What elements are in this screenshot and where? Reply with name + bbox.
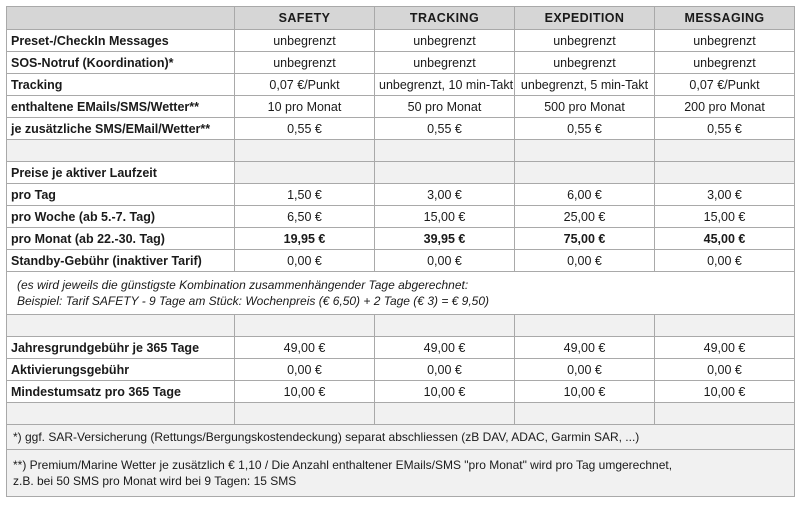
empty-cell xyxy=(7,140,235,162)
footnote-line: z.B. bei 50 SMS pro Monat wird bei 9 Tagen: 15 SMS xyxy=(13,474,297,488)
table-cell: unbegrenzt xyxy=(375,52,515,74)
table-cell: 49,00 € xyxy=(235,337,375,359)
row-label: Aktivierungsgebühr xyxy=(7,359,235,381)
table-row xyxy=(7,206,795,228)
empty-cell xyxy=(515,403,655,425)
row-label: je zusätzliche SMS/EMail/Wetter** xyxy=(7,118,235,140)
empty-cell xyxy=(515,162,655,184)
table-cell: unbegrenzt xyxy=(515,30,655,52)
row-label: Preset-/CheckIn Messages xyxy=(7,30,235,52)
note-line: Beispiel: Tarif SAFETY - 9 Tage am Stück: Wochenpreis (€ 6,50) + 2 Tage (€ 3) = € 9,50) xyxy=(17,294,490,308)
column-header-tracking: TRACKING xyxy=(375,7,515,30)
table-cell: 0,55 € xyxy=(655,118,795,140)
table-row xyxy=(7,184,795,206)
empty-cell xyxy=(375,162,515,184)
empty-cell xyxy=(235,162,375,184)
empty-cell xyxy=(655,403,795,425)
footnote-row xyxy=(7,425,795,450)
table-row xyxy=(7,96,795,118)
empty-cell xyxy=(235,403,375,425)
table-cell: 3,00 € xyxy=(375,184,515,206)
table-cell: 50 pro Monat xyxy=(375,96,515,118)
empty-cell xyxy=(515,315,655,337)
empty-cell xyxy=(375,140,515,162)
table-cell: 0,55 € xyxy=(375,118,515,140)
column-header-expedition: EXPEDITION xyxy=(515,7,655,30)
empty-cell xyxy=(375,403,515,425)
spacer-row xyxy=(7,140,795,162)
table-cell: unbegrenzt, 10 min-Takt xyxy=(375,74,515,96)
table-cell: 0,00 € xyxy=(515,359,655,381)
note-line: (es wird jeweils die günstigste Kombination zusammenhängender Tage abgerechnet: xyxy=(17,278,469,292)
table-cell: unbegrenzt xyxy=(515,52,655,74)
row-label: pro Monat (ab 22.-30. Tag) xyxy=(7,228,235,250)
table-row xyxy=(7,118,795,140)
table-cell: 0,07 €/Punkt xyxy=(235,74,375,96)
table-cell: unbegrenzt xyxy=(655,52,795,74)
header-row xyxy=(7,7,795,30)
table-cell: 200 pro Monat xyxy=(655,96,795,118)
table-cell: 0,00 € xyxy=(235,359,375,381)
table-cell: 25,00 € xyxy=(515,206,655,228)
tariff-table xyxy=(6,6,795,497)
row-label: Standby-Gebühr (inaktiver Tarif) xyxy=(7,250,235,272)
table-row xyxy=(7,74,795,96)
table-cell: 75,00 € xyxy=(515,228,655,250)
section-header-row xyxy=(7,162,795,184)
footnote-weather xyxy=(7,450,795,497)
empty-cell xyxy=(7,315,235,337)
empty-cell xyxy=(655,162,795,184)
table-cell: 49,00 € xyxy=(515,337,655,359)
row-label: SOS-Notruf (Koordination)* xyxy=(7,52,235,74)
footnote-sar: *) ggf. SAR-Versicherung (Rettungs/Bergungskostendeckung) separat abschliessen (zB DAV, ADAC, Garmin SAR, ...) xyxy=(7,425,795,450)
table-cell: unbegrenzt xyxy=(655,30,795,52)
column-header-messaging: MESSAGING xyxy=(655,7,795,30)
table-cell: unbegrenzt xyxy=(375,30,515,52)
table-cell: 49,00 € xyxy=(655,337,795,359)
empty-cell xyxy=(235,315,375,337)
table-cell: 10,00 € xyxy=(515,381,655,403)
table-row xyxy=(7,30,795,52)
table-cell: 10,00 € xyxy=(235,381,375,403)
table-cell: 3,00 € xyxy=(655,184,795,206)
column-header-safety: SAFETY xyxy=(235,7,375,30)
table-cell: unbegrenzt xyxy=(235,30,375,52)
table-row xyxy=(7,337,795,359)
table-cell: 6,50 € xyxy=(235,206,375,228)
empty-cell xyxy=(655,315,795,337)
table-cell: 10,00 € xyxy=(375,381,515,403)
table-row xyxy=(7,359,795,381)
table-cell: 45,00 € xyxy=(655,228,795,250)
table-cell: 19,95 € xyxy=(235,228,375,250)
table-cell: 39,95 € xyxy=(375,228,515,250)
empty-cell xyxy=(7,403,235,425)
table-row xyxy=(7,52,795,74)
table-cell: 10 pro Monat xyxy=(235,96,375,118)
footnote-row xyxy=(7,450,795,497)
header-corner xyxy=(7,7,235,30)
spacer-row xyxy=(7,403,795,425)
row-label: Tracking xyxy=(7,74,235,96)
empty-cell xyxy=(375,315,515,337)
table-cell: unbegrenzt xyxy=(235,52,375,74)
table-cell: 15,00 € xyxy=(375,206,515,228)
table-cell: 0,00 € xyxy=(655,250,795,272)
table-row xyxy=(7,381,795,403)
row-label: Mindestumsatz pro 365 Tage xyxy=(7,381,235,403)
row-label: pro Woche (ab 5.-7. Tag) xyxy=(7,206,235,228)
table-row xyxy=(7,250,795,272)
table-cell: 0,00 € xyxy=(515,250,655,272)
row-label: pro Tag xyxy=(7,184,235,206)
table-row xyxy=(7,228,795,250)
empty-cell xyxy=(515,140,655,162)
table-cell: 0,00 € xyxy=(375,359,515,381)
table-cell: 0,00 € xyxy=(375,250,515,272)
section-title: Preise je aktiver Laufzeit xyxy=(7,162,235,184)
table-cell: 10,00 € xyxy=(655,381,795,403)
table-cell: 0,00 € xyxy=(655,359,795,381)
table-cell: 0,07 €/Punkt xyxy=(655,74,795,96)
table-cell: 6,00 € xyxy=(515,184,655,206)
row-label: Jahresgrundgebühr je 365 Tage xyxy=(7,337,235,359)
tariff-table-container xyxy=(6,6,794,497)
note-row xyxy=(7,272,795,315)
pricing-note xyxy=(7,272,795,315)
table-cell: 0,00 € xyxy=(235,250,375,272)
row-label: enthaltene EMails/SMS/Wetter** xyxy=(7,96,235,118)
table-cell: 0,55 € xyxy=(515,118,655,140)
footnote-line: **) Premium/Marine Wetter je zusätzlich € 1,10 / Die Anzahl enthaltener EMails/SMS "pro Monat" wird pro Tag umgerechnet, xyxy=(13,458,673,472)
empty-cell xyxy=(655,140,795,162)
table-cell: 500 pro Monat xyxy=(515,96,655,118)
table-cell: 49,00 € xyxy=(375,337,515,359)
table-cell: 0,55 € xyxy=(235,118,375,140)
spacer-row xyxy=(7,315,795,337)
table-cell: unbegrenzt, 5 min-Takt xyxy=(515,74,655,96)
empty-cell xyxy=(235,140,375,162)
table-cell: 15,00 € xyxy=(655,206,795,228)
table-cell: 1,50 € xyxy=(235,184,375,206)
